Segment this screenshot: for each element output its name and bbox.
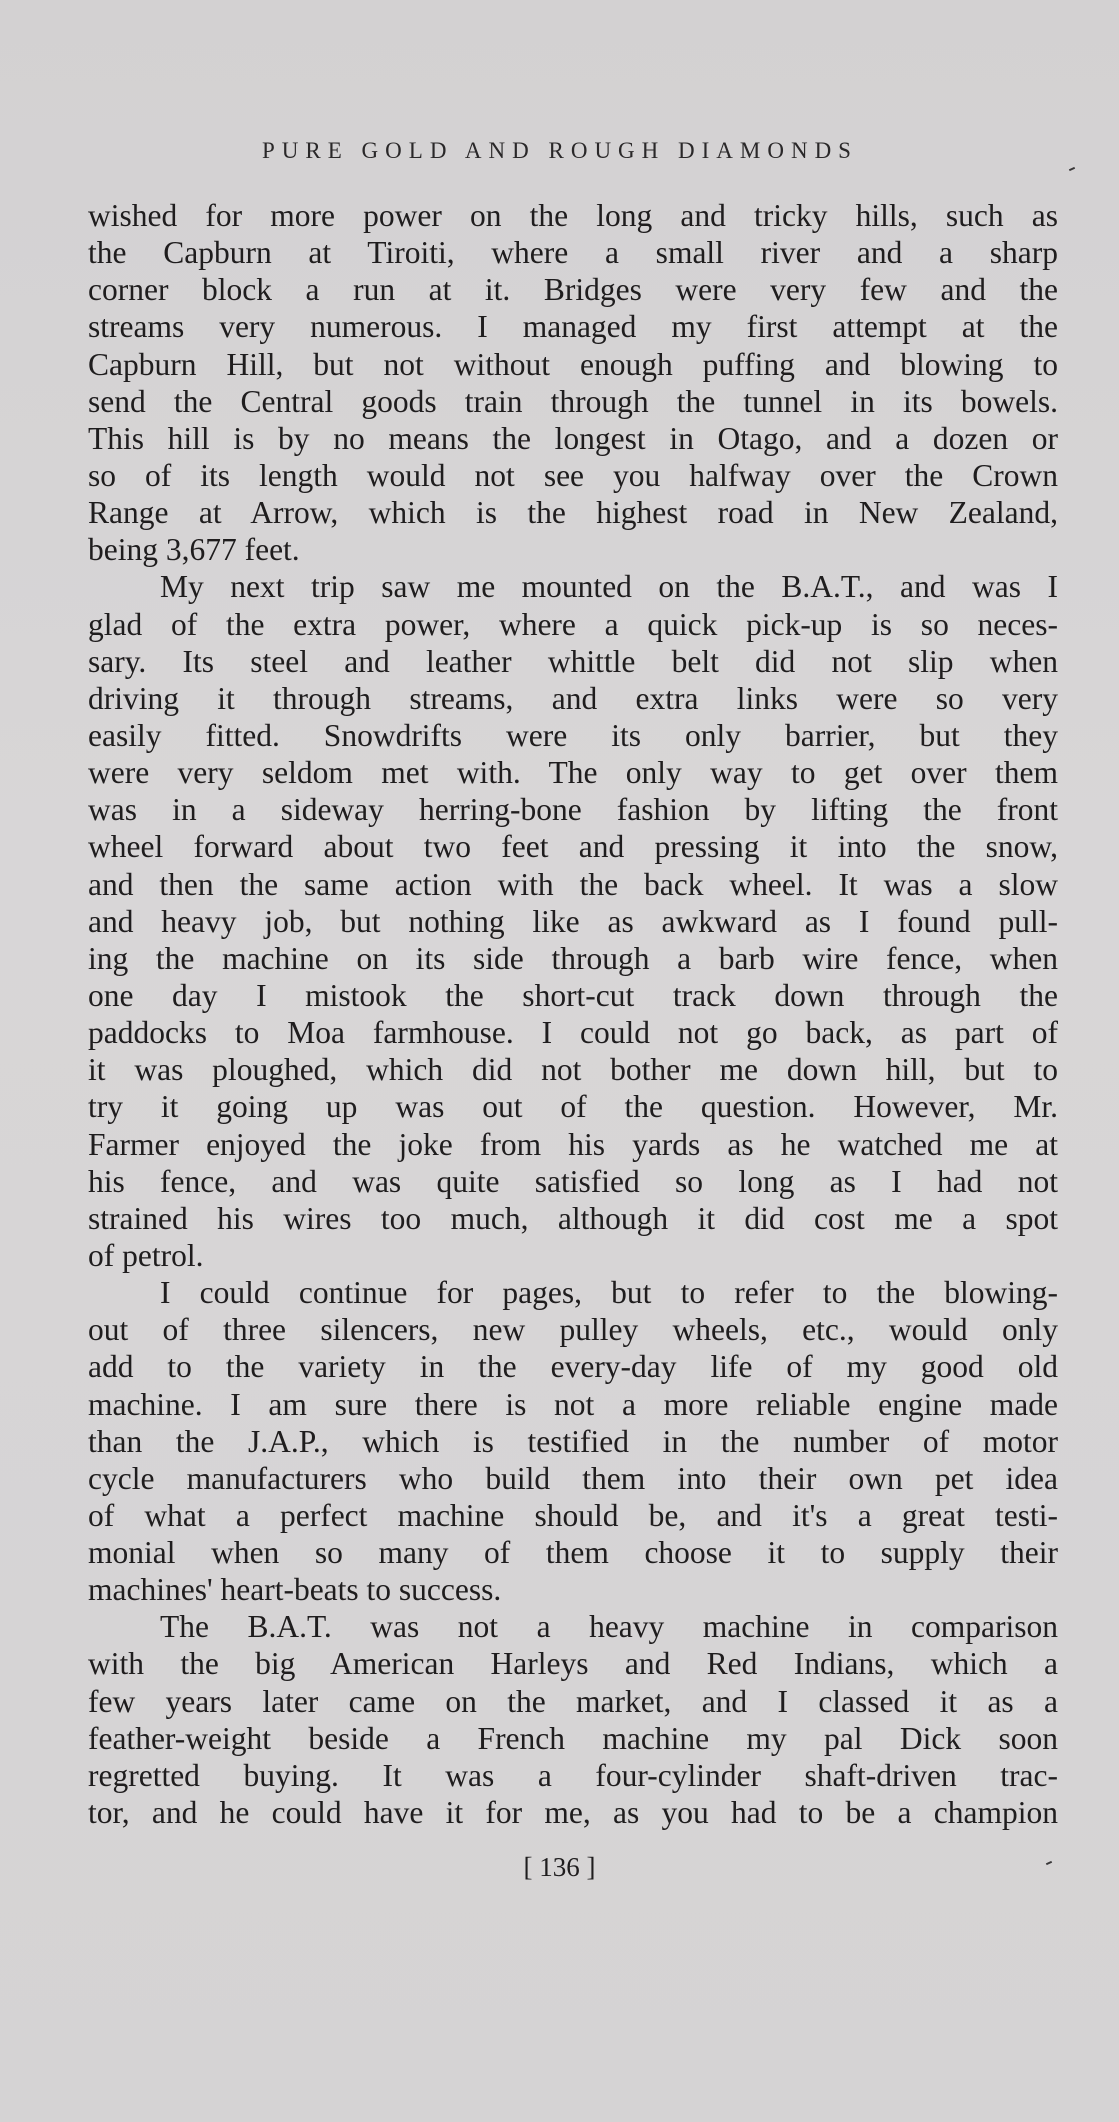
text-line: monial when so many of them choose it to supply their: [88, 1535, 1058, 1571]
text-line: try it going up was out of the question. However, Mr.: [88, 1089, 1058, 1125]
text-line: Farmer enjoyed the joke from his yards as he watched me at: [88, 1126, 1058, 1162]
text-line: My next trip saw me mounted on the B.A.T., and was I: [160, 569, 1058, 605]
text-line: and heavy job, but nothing like as awkward as I found pull-: [88, 903, 1058, 939]
text-line: Capburn Hill, but not without enough puffing and blowing to: [88, 346, 1058, 382]
text-line: were very seldom met with. The only way to get over them: [88, 755, 1058, 791]
text-line: regretted buying. It was a four-cylinder shaft-driven trac-: [88, 1757, 1058, 1793]
text-line: paddocks to Moa farmhouse. I could not go back, as part of: [88, 1015, 1058, 1051]
text-line: than the J.A.P., which is testified in the number of motor: [88, 1423, 1058, 1459]
text-line: feather-weight beside a French machine my pal Dick soon: [88, 1720, 1058, 1756]
text-line: with the big American Harleys and Red Indians, which a: [88, 1646, 1058, 1682]
text-line: send the Central goods train through the tunnel in its bowels.: [88, 383, 1058, 419]
text-line: was in a sideway herring-bone fashion by lifting the front: [88, 792, 1058, 828]
text-line: This hill is by no means the longest in Otago, and a dozen or: [88, 420, 1058, 456]
text-line: The B.A.T. was not a heavy machine in comparison: [160, 1609, 1058, 1645]
text-line: I could continue for pages, but to refer to the blowing-: [160, 1275, 1058, 1311]
text-line: streams very numerous. I managed my first attempt at the: [88, 309, 1058, 345]
text-line: strained his wires too much, although it did cost me a spot: [88, 1200, 1058, 1236]
text-line: out of three silencers, new pulley wheels, etc., would only: [88, 1312, 1058, 1348]
text-line: machines' heart-beats to success.: [88, 1572, 502, 1608]
text-line: being 3,677 feet.: [88, 532, 300, 568]
text-line: add to the variety in the every-day life of my good old: [88, 1349, 1058, 1385]
text-line: his fence, and was quite satisfied so long as I had not: [88, 1163, 1058, 1199]
text-line: machine. I am sure there is not a more reliable engine made: [88, 1386, 1058, 1422]
text-line: wished for more power on the long and tricky hills, such as: [88, 198, 1058, 233]
text-line: one day I mistook the short-cut track down through the: [88, 977, 1058, 1013]
ink-speck: [1069, 167, 1075, 171]
page-number: [ 136 ]: [523, 1852, 596, 1882]
text-line: of what a perfect machine should be, and it's a great testi-: [88, 1497, 1058, 1533]
text-line: ing the machine on its side through a barb wire fence, when: [88, 940, 1058, 976]
running-head: PURE GOLD AND ROUGH DIAMONDS: [262, 138, 858, 163]
text-line: of petrol.: [88, 1237, 204, 1273]
text-line: tor, and he could have it for me, as you had to be a champion: [88, 1795, 1058, 1831]
text-line: few years later came on the market, and I classed it as a: [88, 1683, 1058, 1719]
text-line: it was ploughed, which did not bother me down hill, but to: [88, 1052, 1058, 1088]
text-line: sary. Its steel and leather whittle belt did not slip when: [88, 643, 1058, 679]
text-line: corner block a run at it. Bridges were very few and the: [88, 272, 1058, 308]
text-line: wheel forward about two feet and pressing it into the snow,: [88, 829, 1058, 865]
text-line: so of its length would not see you halfway over the Crown: [88, 457, 1058, 493]
text-line: driving it through streams, and extra links were so very: [88, 680, 1058, 716]
text-line: easily fitted. Snowdrifts were its only barrier, but they: [88, 717, 1058, 753]
body-text: [88, 197, 1058, 1831]
text-line: and then the same action with the back wheel. It was a slow: [88, 866, 1058, 902]
text-line: cycle manufacturers who build them into their own pet idea: [88, 1460, 1058, 1496]
text-line: glad of the extra power, where a quick pick-up is so neces-: [88, 606, 1058, 642]
text-line: the Capburn at Tiroiti, where a small river and a sharp: [88, 235, 1058, 271]
text-line: Range at Arrow, which is the highest road in New Zealand,: [88, 495, 1058, 531]
